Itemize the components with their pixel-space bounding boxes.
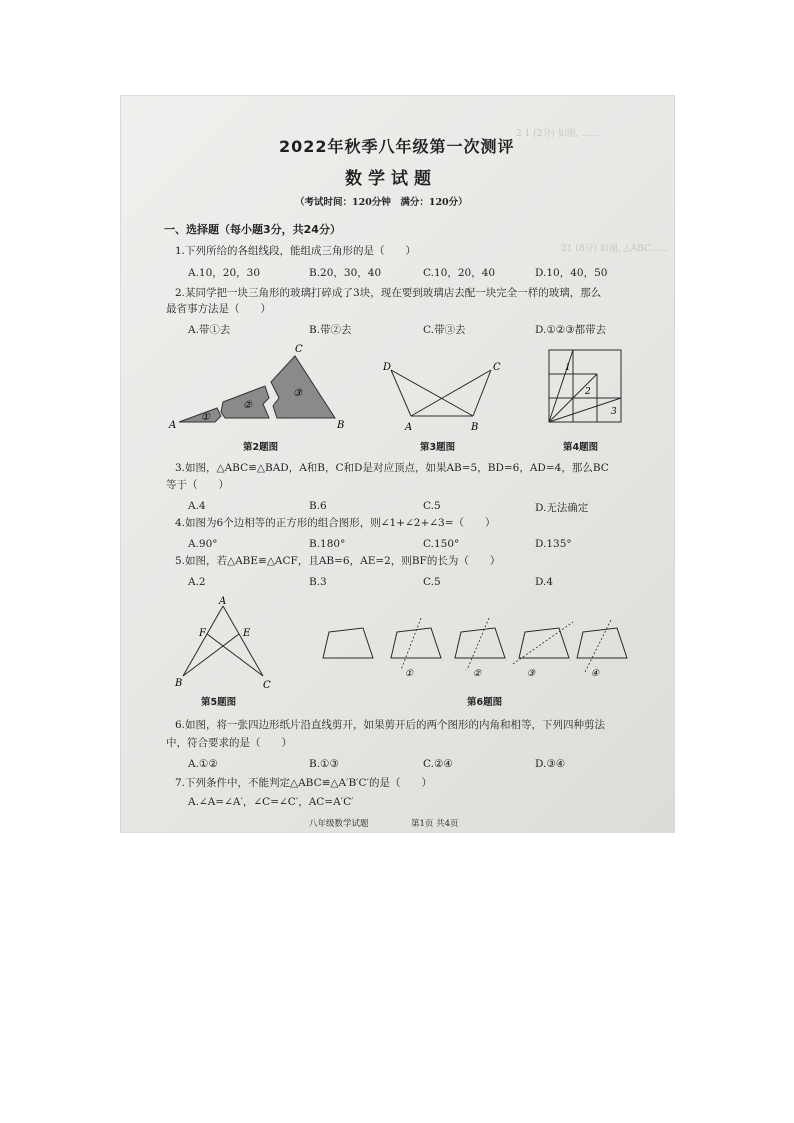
question-6-line-2: 中，符合要求的是（ ） <box>166 737 292 749</box>
fig4-angle-3: 3 <box>611 407 617 417</box>
fig6-label-4: ④ <box>591 669 600 679</box>
q3-option-b: B.6 <box>309 500 327 512</box>
exam-photo: 2 1 (2分) 如图, …… 21 (8分) 如图, △ABC…… 2022年秋季八年级第一次测评 数学试题 （考试时间：120分钟 满分：120分） 一、选择题（每小题3分，共24分） 1.下列所给的各组线段，能组成三角形的是（ ） A.10，20，30 B.20，30，40 C.10，20，40 D.10，40，50 2.某同学把一块三角形的玻璃打碎成了3块，现在要到玻璃店去配一块完全一样的玻璃，那么 最省事方法是（ ） A.带①去 B.带②去 C.带③去 D.①②③都带去 A B C ① ② ③ 第2题图 A B C D 第3题图 1 2 3 第4题图 3.如图，△ABC≌△BAD，A和B，C和D是对应顶点，如果AB=5，BD=6，AD=4，那么BC 等于（ ） A.4 B.6 C.5 D.无法确定 4.如图为6个边相等的正方形的组合图形，则∠1+∠2+∠3=（ ） A.90° B.180° C.150° D.135° 5.如图，若△ABE≌△ACF，且AB=6，AE=2，则BF的长为（ ） A.2 B.3 C.5 D.4 A B C E F 第5题图 ① ② ③ ④ 第6题图 6.如图，将一张四边形纸片沿直线剪开，如果剪开后的两个图形的内角和相等，下列四种剪法 中，符合要求的是（ ） A.①② B.①③ C.②④ D.③④ 7.下列条件中，不能判定△ABC≌△A′B′C′的是（ ） A.∠A=∠A′，∠C=∠C′，AC=A′C′ 八年级数学试题 第1页 共4页 <box>121 96 674 832</box>
figure-5-triangles <box>173 596 277 690</box>
fig4-angle-1: 1 <box>565 363 571 373</box>
q5-option-d: D.4 <box>535 576 554 588</box>
q1-option-c: C.10，20，40 <box>423 267 496 279</box>
fig2-label-a: A <box>169 420 177 431</box>
quad-4 <box>577 628 627 658</box>
q5-option-b: B.3 <box>309 576 327 588</box>
q6-option-d: D.③④ <box>535 758 566 770</box>
q6-option-c: C.②④ <box>423 758 453 770</box>
exam-title: 2022年秋季八年级第一次测评 <box>279 137 515 156</box>
shard-3 <box>271 356 335 418</box>
fig2-label-b: B <box>337 420 345 431</box>
fig6-label-3: ③ <box>527 669 536 679</box>
fig3-label-d: D <box>383 362 392 373</box>
fig5-label-c: C <box>263 680 271 690</box>
quad-1 <box>391 628 441 658</box>
fig4-angle-2: 2 <box>585 387 591 397</box>
fig3-label-b: B <box>471 422 479 433</box>
fig5-label-e: E <box>243 628 251 639</box>
q1-option-a: A.10，20，30 <box>188 267 261 279</box>
q4-option-c: C.150° <box>423 538 460 550</box>
exam-info: （考试时间：120分钟 满分：120分） <box>295 197 468 208</box>
q1-option-b: B.20，30，40 <box>309 267 382 279</box>
question-3-line-1: 3.如图，△ABC≌△BAD，A和B，C和D是对应顶点，如果AB=5，BD=6，AD=4，那么BC <box>175 462 609 474</box>
question-6-line-1: 6.如图，将一张四边形纸片沿直线剪开，如果剪开后的两个图形的内角和相等，下列四种剪法 <box>175 719 606 731</box>
figure-2-broken-triangle <box>165 342 355 432</box>
quad-2 <box>455 628 505 658</box>
fig2-piece-3: ③ <box>293 388 302 399</box>
fig5-label-f: F <box>199 628 206 639</box>
fig6-label-2: ② <box>473 669 482 679</box>
question-2-line-1: 2.某同学把一块三角形的玻璃打碎成了3块，现在要到玻璃店去配一块完全一样的玻璃，那么 <box>175 287 602 299</box>
question-7: 7.下列条件中，不能判定△ABC≌△A′B′C′的是（ ） <box>175 777 432 789</box>
section-heading: 一、选择题（每小题3分，共24分） <box>164 223 341 236</box>
quad-original <box>323 628 373 658</box>
question-3-line-2: 等于（ ） <box>166 479 229 491</box>
footer-subject: 八年级数学试题 <box>309 819 369 829</box>
fig5-label-a: A <box>219 596 227 607</box>
question-1: 1.下列所给的各组线段，能组成三角形的是（ ） <box>175 245 417 257</box>
fig6-label-1: ① <box>405 669 414 679</box>
q3-option-d: D.无法确定 <box>535 502 589 514</box>
footer-page-number: 第1页 共4页 <box>411 819 459 829</box>
q5-option-c: C.5 <box>423 576 441 588</box>
q6-option-a: A.①② <box>188 758 218 770</box>
fig5-label-b: B <box>175 678 183 689</box>
exam-subtitle: 数学试题 <box>345 169 437 189</box>
quad-3 <box>519 628 569 658</box>
q5-option-a: A.2 <box>188 576 206 588</box>
fig2-label-c: C <box>295 344 303 355</box>
figure-3-congruent-triangles <box>381 358 511 434</box>
fig3-label-c: C <box>493 362 501 373</box>
q3-option-a: A.4 <box>188 500 206 512</box>
q2-option-c: C.带③去 <box>423 324 466 336</box>
q6-option-b: B.①③ <box>309 758 339 770</box>
fig2-piece-1: ① <box>201 412 210 423</box>
question-5: 5.如图，若△ABE≌△ACF，且AB=6，AE=2，则BF的长为（ ） <box>175 555 501 567</box>
q2-option-b: B.带②去 <box>309 324 352 336</box>
fig3-caption: 第3题图 <box>420 442 456 453</box>
fig3-label-a: A <box>405 422 413 433</box>
q2-option-a: A.带①去 <box>188 324 231 336</box>
fig2-piece-2: ② <box>243 400 252 411</box>
q4-option-d: D.135° <box>535 538 572 550</box>
figure-4-square-grid <box>545 346 629 426</box>
q7-option-a: A.∠A=∠A′，∠C=∠C′，AC=A′C′ <box>188 796 354 808</box>
fig4-caption: 第4题图 <box>563 442 599 453</box>
fig5-caption: 第5题图 <box>201 697 237 708</box>
question-2-line-2: 最省事方法是（ ） <box>166 303 271 315</box>
q2-option-d: D.①②③都带去 <box>535 324 607 336</box>
figure-6-quadrilaterals <box>317 618 647 680</box>
q3-option-c: C.5 <box>423 500 441 512</box>
q4-option-a: A.90° <box>188 538 218 550</box>
fig2-caption: 第2题图 <box>243 442 279 453</box>
question-4: 4.如图为6个边相等的正方形的组合图形，则∠1+∠2+∠3=（ ） <box>175 517 496 529</box>
q4-option-b: B.180° <box>309 538 346 550</box>
shard-1 <box>179 408 221 422</box>
fig6-caption: 第6题图 <box>467 697 503 708</box>
q1-option-d: D.10，40，50 <box>535 267 608 279</box>
